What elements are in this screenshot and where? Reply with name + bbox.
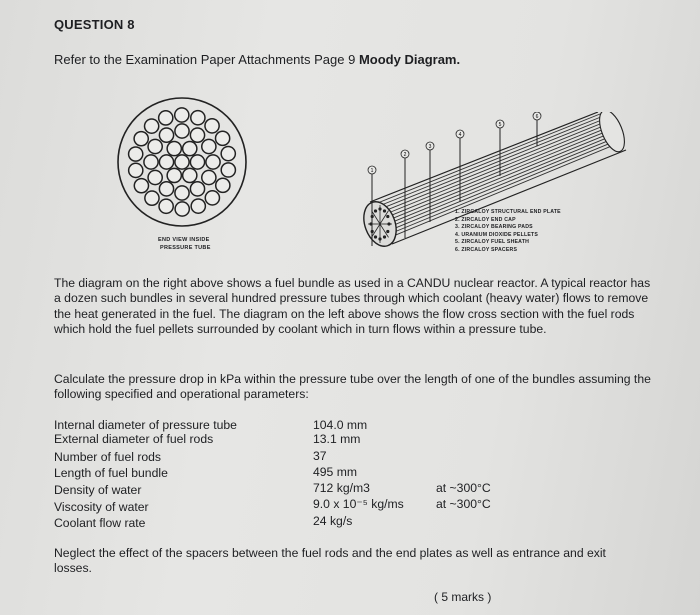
end-cap-dot bbox=[383, 235, 386, 238]
end-cap-dot bbox=[374, 235, 377, 238]
parameter-note: at ~300°C bbox=[436, 497, 491, 511]
parameter-note: at ~300°C bbox=[436, 481, 491, 495]
question-title: QUESTION 8 bbox=[54, 17, 135, 32]
end-cap-dot bbox=[386, 215, 389, 218]
fuel-rod-circle bbox=[175, 202, 189, 216]
fuel-rod-circle bbox=[159, 111, 173, 125]
fuel-rod-circle bbox=[206, 155, 220, 169]
legend-item: 6. ZIRCALOY SPACERS bbox=[455, 246, 518, 253]
moody-diagram-ref: Moody Diagram. bbox=[358, 52, 461, 67]
parameter-value: 9.0 x 10⁻⁵ kg/ms bbox=[313, 497, 404, 511]
fuel-rod-circle bbox=[145, 119, 159, 133]
fuel-rod-circle bbox=[190, 182, 204, 196]
fuel-rod-line bbox=[379, 126, 605, 217]
parameter-name: Viscosity of water bbox=[54, 500, 149, 514]
callout-number: 6 bbox=[535, 114, 539, 120]
marks-label: ( 5 marks ) bbox=[434, 590, 492, 604]
legend-item: 2. ZIRCALOY END CAP bbox=[455, 216, 516, 223]
fuel-rod-circle bbox=[191, 111, 205, 125]
parameter-value: 24 kg/s bbox=[313, 514, 353, 528]
fuel-rod-circle bbox=[175, 186, 189, 200]
fuel-rod-line bbox=[378, 123, 603, 214]
fuel-rod-circle bbox=[159, 155, 173, 169]
fuel-rod-circle bbox=[134, 179, 148, 193]
fuel-rod-circle bbox=[183, 168, 197, 182]
parameter-value: 37 bbox=[313, 449, 327, 463]
legend-item: 3. ZIRCALOY BEARING PADS bbox=[455, 224, 533, 231]
fuel-rod-circle bbox=[167, 141, 181, 155]
legend-item: 1. ZIRCALOY STRUCTURAL END PLATE bbox=[455, 209, 561, 215]
parameter-name: Density of water bbox=[54, 483, 142, 497]
fuel-rod-circle bbox=[221, 147, 235, 161]
fuel-rod-circle bbox=[175, 155, 189, 169]
fuel-rod-circle bbox=[144, 155, 158, 169]
cross-section-label-line1: END VIEW INSIDE bbox=[158, 237, 210, 243]
fuel-rod-circle bbox=[202, 139, 216, 153]
parameter-name: External diameter of fuel rods bbox=[54, 432, 214, 446]
fuel-rod-circle bbox=[159, 199, 173, 213]
end-cap-dot bbox=[374, 209, 377, 212]
fuel-rod-circle bbox=[205, 191, 219, 205]
fuel-rod-line bbox=[377, 120, 602, 211]
end-cap-dot bbox=[378, 237, 381, 240]
parameter-value: 104.0 mm bbox=[313, 418, 368, 432]
fuel-rod-circle bbox=[167, 168, 181, 182]
fuel-rod-circle bbox=[129, 147, 143, 161]
fuel-rod-circle bbox=[159, 128, 173, 142]
fuel-rod-circle bbox=[175, 108, 189, 122]
cross-section-rods bbox=[118, 98, 246, 226]
fuel-rod-circle bbox=[191, 199, 205, 213]
parameter-name: Number of fuel rods bbox=[54, 450, 162, 464]
fuel-rod-circle bbox=[159, 182, 173, 196]
fuel-rod-circle bbox=[216, 131, 230, 145]
end-cap-dot bbox=[387, 222, 390, 225]
parameter-name: Length of fuel bundle bbox=[54, 466, 168, 480]
fuel-rod-circle bbox=[216, 178, 230, 192]
fuel-rod-line bbox=[380, 128, 606, 220]
legend-item: 4. URANIUM DIOXIDE PELLETS bbox=[455, 231, 539, 238]
cross-section-label-line2: PRESSURE TUBE bbox=[160, 245, 211, 251]
parameter-name: Coolant flow rate bbox=[54, 516, 146, 530]
fuel-rod-circle bbox=[183, 141, 197, 155]
fuel-rod-circle bbox=[202, 170, 216, 184]
fuel-rod-circle bbox=[205, 119, 219, 133]
reference-instruction bbox=[54, 52, 460, 67]
fuel-rod-circle bbox=[190, 128, 204, 142]
end-cap-dot bbox=[383, 209, 386, 212]
callout-number: 3 bbox=[428, 144, 432, 150]
fuel-bundle-cross-section-diagram bbox=[110, 94, 270, 234]
fuel-rod-circle bbox=[134, 132, 148, 146]
legend-item: 5. ZIRCALOY FUEL SHEATH bbox=[455, 239, 530, 246]
fuel-rod-circle bbox=[221, 163, 235, 177]
parameter-value: 712 kg/m3 bbox=[313, 481, 370, 495]
description-paragraph: The diagram on the right above shows a fuel bundle as used in a CANDU nuclear reactor. A typical reactor has a dozen such bundles in several hundred pressure tubes through which coolant (heavy water) flows to remove the heat generated in the fuel. The diagram on the left above shows the flow cross section with the fuel rods which hold the fuel pellets surrounded by coolant which in turn flows within a pressure tube. bbox=[54, 276, 651, 337]
callout-number: 4 bbox=[458, 132, 462, 138]
fuel-rod-circle bbox=[148, 139, 162, 153]
end-cap-dot bbox=[386, 230, 389, 233]
reference-text: Refer to the Examination Paper Attachments Page 9 bbox=[54, 52, 359, 67]
parameter-value: 13.1 mm bbox=[313, 432, 361, 446]
bundle-back-end bbox=[594, 112, 629, 155]
fuel-rod-circle bbox=[148, 170, 162, 184]
neglect-note: Neglect the effect of the spacers between the fuel rods and the end plates as well as entrance and exit losses. bbox=[54, 546, 606, 575]
fuel-rod-circle bbox=[175, 124, 189, 138]
fuel-rod-circle bbox=[190, 155, 204, 169]
end-cap-dot bbox=[378, 207, 381, 210]
task-paragraph: Calculate the pressure drop in kPa within the pressure tube over the length of one of the bundles assuming the following specified and operational parameters: bbox=[54, 372, 651, 402]
parameter-name: Internal diameter of pressure tube bbox=[54, 418, 237, 432]
callout-number: 2 bbox=[403, 152, 407, 158]
fuel-rod-circle bbox=[145, 191, 159, 205]
parameter-value: 495 mm bbox=[313, 465, 358, 479]
callout-number: 1 bbox=[370, 168, 374, 174]
fuel-rod-circle bbox=[129, 163, 143, 177]
callout-number: 5 bbox=[498, 122, 502, 128]
component-legend bbox=[455, 209, 561, 255]
